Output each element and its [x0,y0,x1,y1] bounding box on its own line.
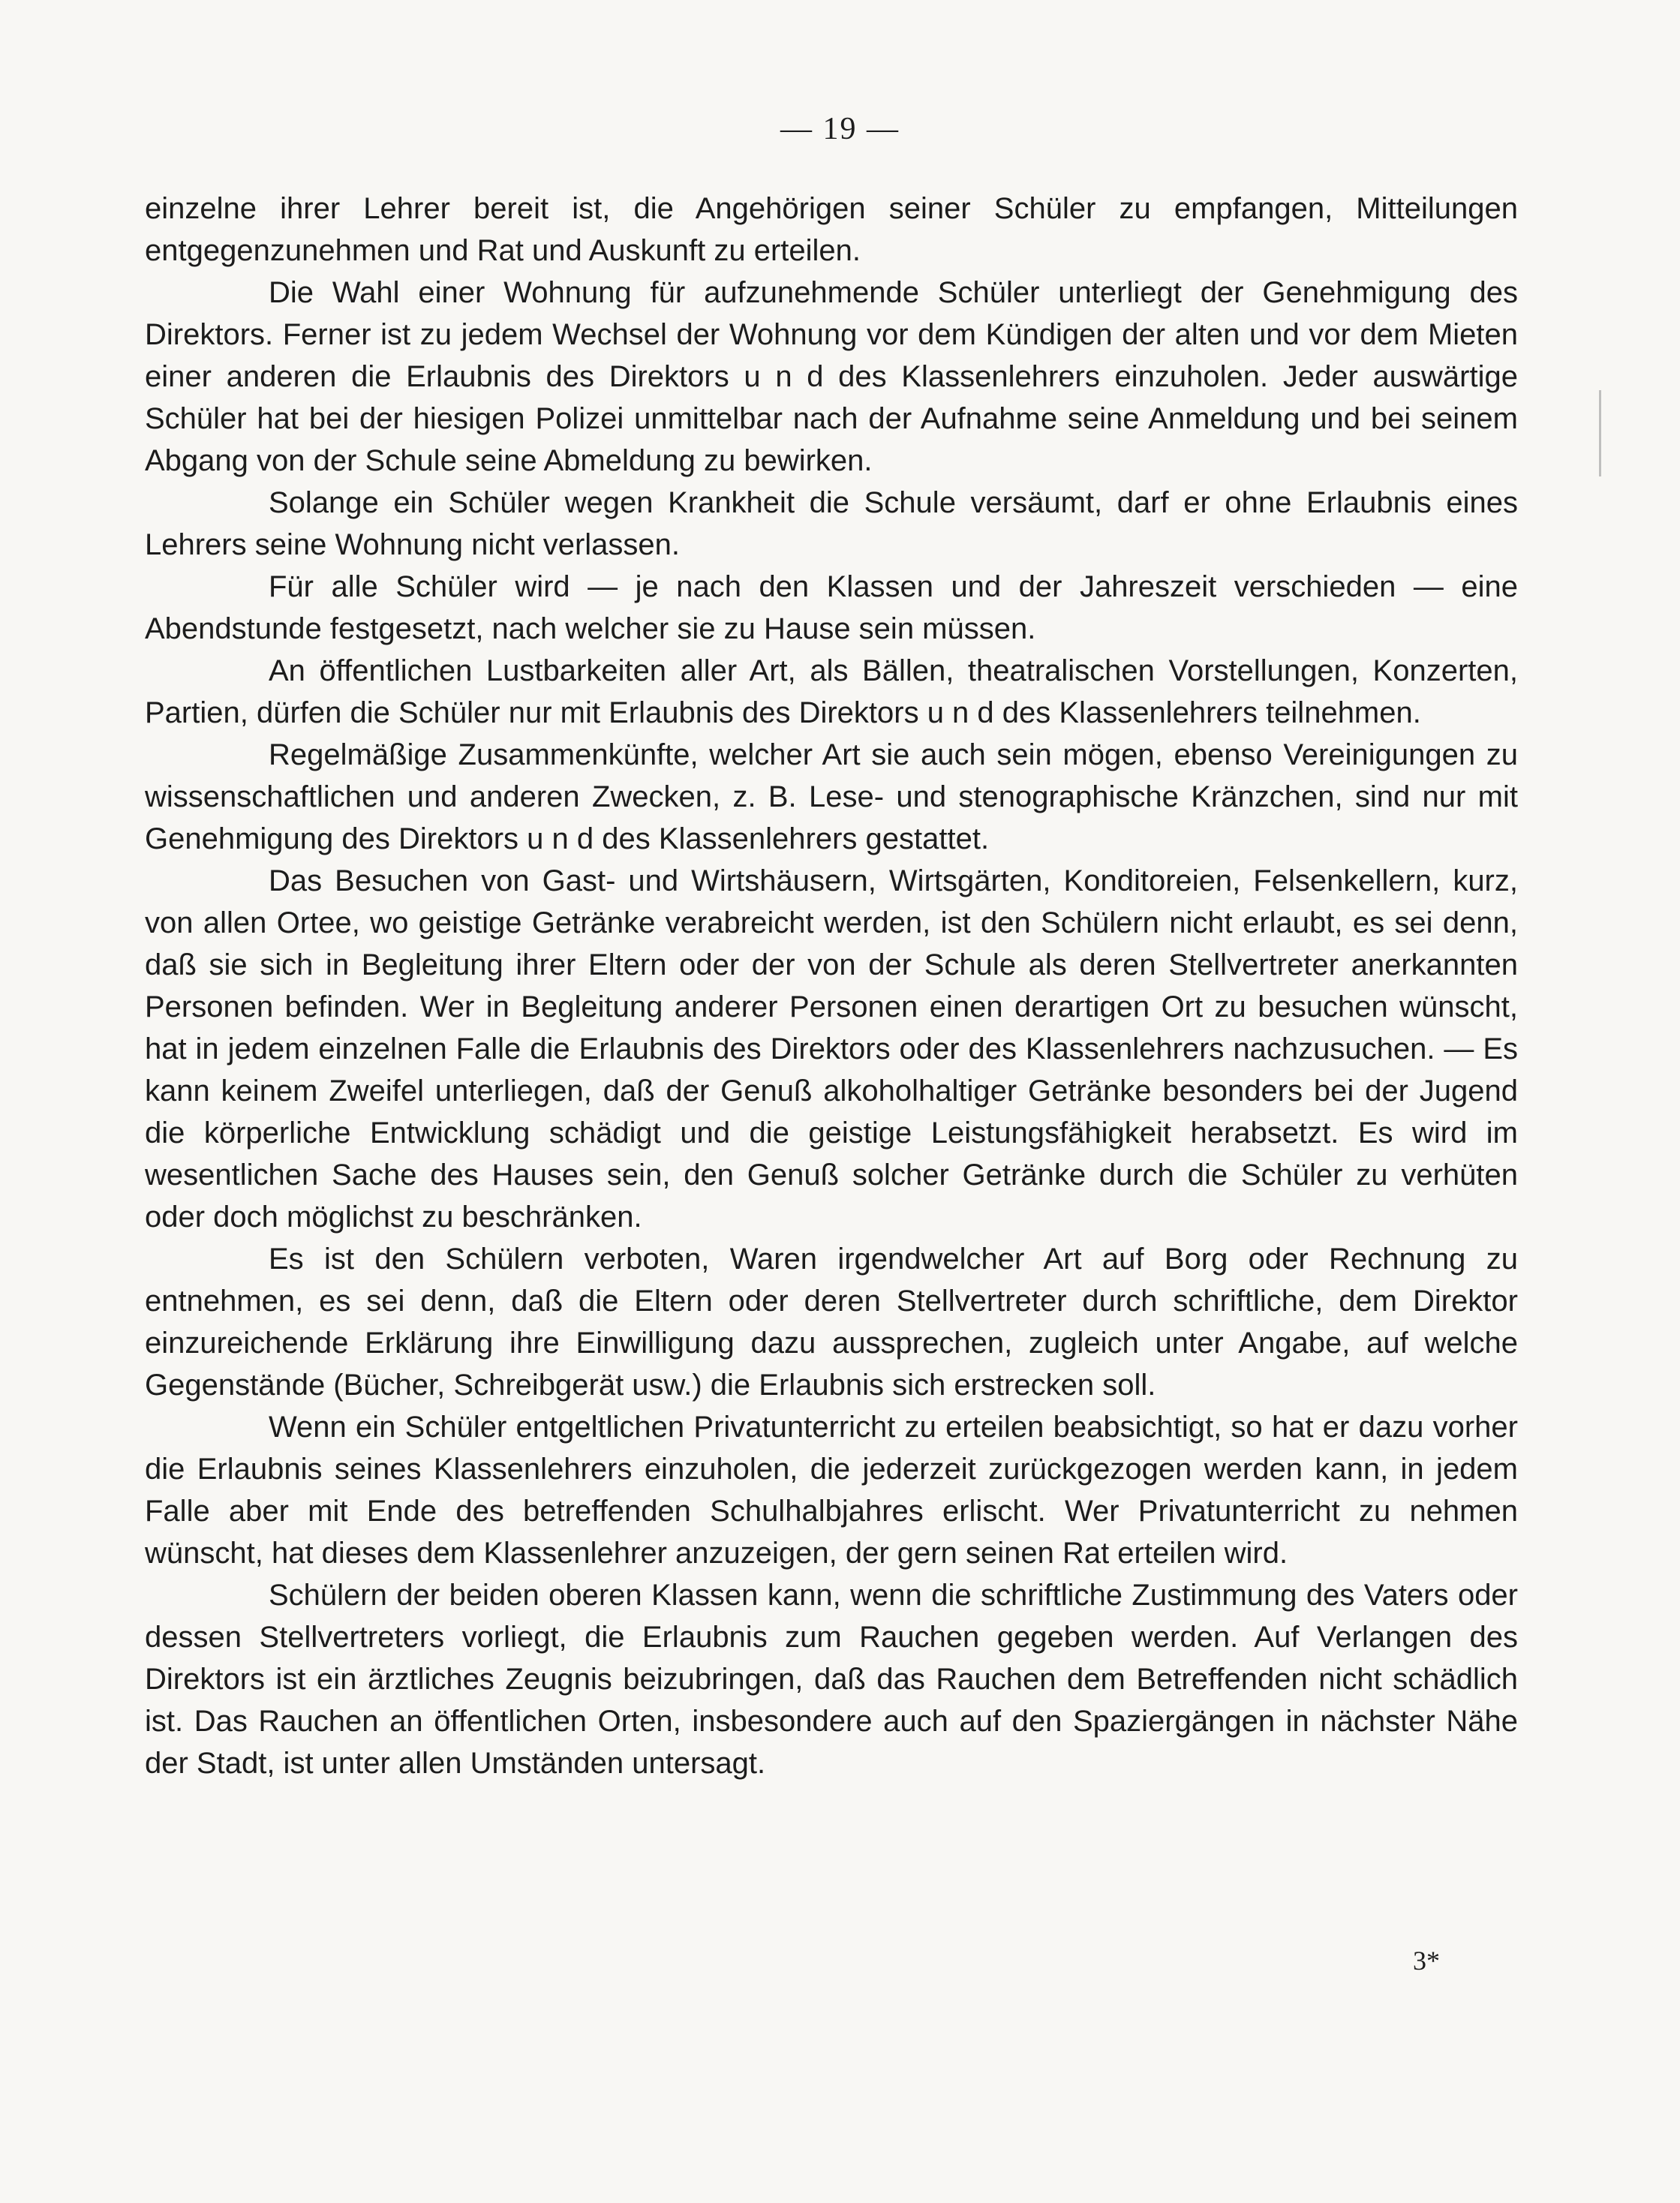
body-text [145,188,1518,1784]
paragraph-3: Solange ein Schüler wegen Krankheit die Schule versäumt, darf er ohne Erlaubnis eines Lehrers seine Wohnung nicht verlassen. [145,486,1518,561]
paragraph-8: Es ist den Schülern verboten, Waren irgendwelcher Art auf Borg oder Rechnung zu entnehmen, es sei denn, daß die Eltern oder deren Stellvertreter durch schriftliche, dem Direktor einzureichende Erklärung ihre Einwilligung dazu aussprechen, zugleich unter Angabe, auf welche Gegenstände (Bücher, Schreibgerät usw.) die Erlaubnis sich erstrecken soll. [145,1243,1518,1402]
margin-mark [1599,390,1601,476]
paragraph-6: Regelmäßige Zusammenkünfte, welcher Art sie auch sein mögen, ebenso Vereinigungen zu wissenschaftlichen und anderen Zwecken, z. B. Lese- und stenographische Kränzchen, sind nur mit Genehmigung des Direktors u n d des Klassenlehrers gestattet. [145,738,1518,855]
paragraph-10: Schülern der beiden oberen Klassen kann, wenn die schriftliche Zustimmung des Vaters oder dessen Stellvertreters vorliegt, die Erlaubnis zum Rauchen gegeben werden. Auf Verlangen des Direktors ist ein ärztliches Zeugnis beizubringen, daß das Rauchen dem Betreffenden nicht schädlich ist. Das Rauchen an öffentlichen Orten, insbesondere auch auf den Spaziergängen in nächster Nähe der Stadt, ist unter allen Umständen untersagt. [145,1579,1518,1780]
paragraph-1: einzelne ihrer Lehrer bereit ist, die Angehörigen seiner Schüler zu empfangen, Mitteilungen entgegenzunehmen und Rat und Auskunft zu erteilen. [145,192,1518,267]
paragraph-9: Wenn ein Schüler entgeltlichen Privatunterricht zu erteilen beabsichtigt, so hat er dazu vorher die Erlaubnis seines Klassenlehrers einzuholen, die jederzeit zurückgezogen werden kann, in jedem Falle aber mit Ende des betreffenden Schulhalbjahres erlischt. Wer Privatunterricht zu nehmen wünscht, hat dieses dem Klassenlehrer anzuzeigen, der gern seinen Rat erteilen wird. [145,1411,1518,1570]
paragraph-4: Für alle Schüler wird — je nach den Klassen und der Jahreszeit verschieden — eine Abendstunde festgesetzt, nach welcher sie zu Hause sein müssen. [145,570,1518,645]
paragraph-7: Das Besuchen von Gast- und Wirtshäusern, Wirtsgärten, Konditoreien, Felsenkellern, kurz, von allen Ortee, wo geistige Getränke verabreicht werden, ist den Schülern nicht erlaubt, es sei denn, daß sie sich in Begleitung ihrer Eltern oder der von der Schule als deren Stellvertreter anerkannten Personen befinden. Wer in Begleitung anderer Personen einen derartigen Ort zu besuchen wünscht, hat in jedem einzelnen Falle die Erlaubnis des Direktors oder des Klassenlehrers nachzusuchen. — Es kann keinem Zweifel unterliegen, daß der Genuß alkoholhaltiger Getränke besonders bei der Jugend die körperliche Entwicklung schädigt und die geistige Leistungsfähigkeit herabsetzt. Es wird im wesentlichen Sache des Hauses sein, den Genuß solcher Getränke durch die Schüler zu verhüten oder doch möglichst zu beschränken. [145,864,1518,1234]
page-number: — 19 — [780,112,900,146]
paragraph-5: An öffentlichen Lustbarkeiten aller Art, als Bällen, theatralischen Vorstellungen, Konzerten, Partien, dürfen die Schüler nur mit Erlaubnis des Direktors u n d des Klassenlehrers teilnehmen. [145,654,1518,729]
paragraph-2: Die Wahl einer Wohnung für aufzunehmende Schüler unterliegt der Genehmigung des Direktors. Ferner ist zu jedem Wechsel der Wohnung vor dem Kündigen der alten und vor dem Mieten einer anderen die Erlaubnis des Direktors u n d des Klassenlehrers einzuholen. Jeder auswärtige Schüler hat bei der hiesigen Polizei unmittelbar nach der Aufnahme seine Anmeldung und bei seinem Abgang von der Schule seine Abmeldung zu bewirken. [145,276,1518,477]
signature-mark: 3* [1413,1946,1440,1976]
